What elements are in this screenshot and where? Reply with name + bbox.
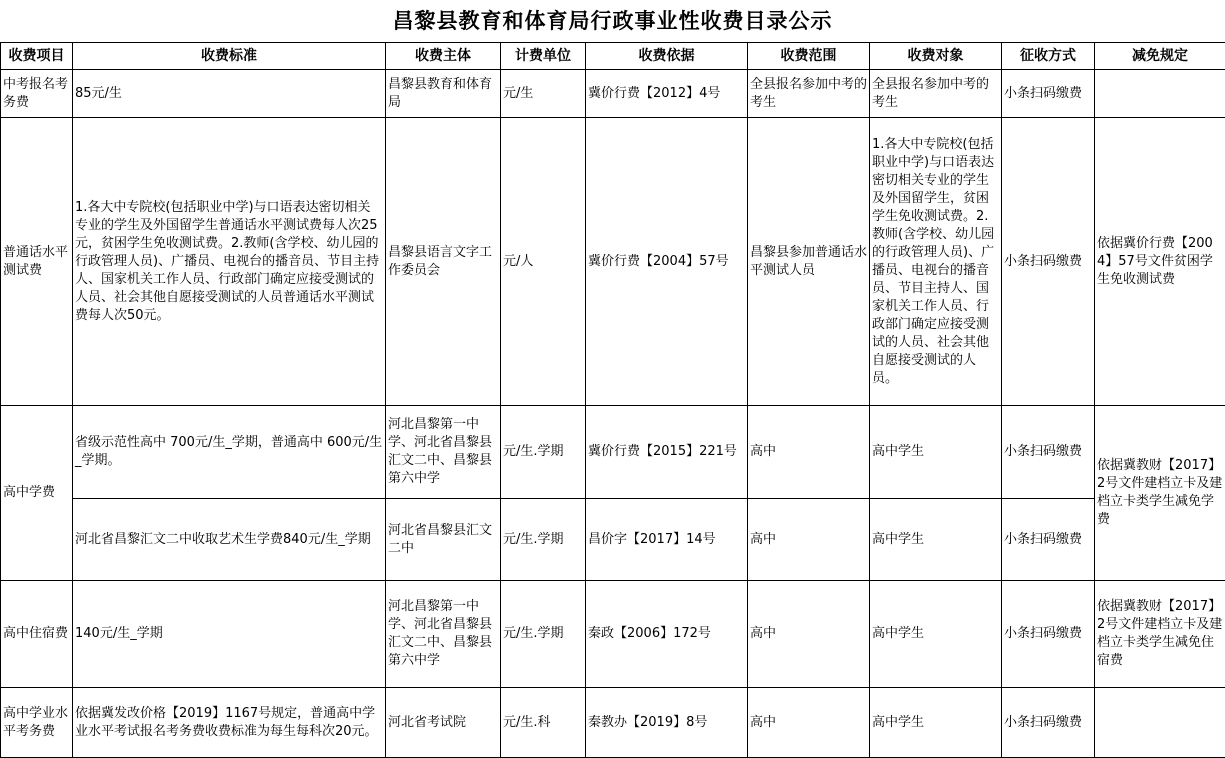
- fee-method-cell: 小条扫码缴费: [1002, 581, 1095, 688]
- column-header: 计费单位: [501, 43, 586, 70]
- fee-target-cell: 全县报名参加中考的考生: [870, 70, 1002, 118]
- fee-item-cell: 中考报名考务费: [1, 70, 73, 118]
- column-header: 减免规定: [1095, 43, 1225, 70]
- fee-table: [0, 42, 1225, 758]
- fee-basis-cell: 冀价行费【2015】221号: [586, 406, 748, 499]
- fee-basis-cell: 秦政【2006】172号: [586, 581, 748, 688]
- fee-exemption-cell: [1095, 688, 1225, 758]
- column-header: 收费范围: [748, 43, 870, 70]
- fee-method-cell: 小条扫码缴费: [1002, 70, 1095, 118]
- fee-scope-cell: 昌黎县参加普通话水平测试人员: [748, 118, 870, 406]
- fee-exemption-cell: [1095, 70, 1225, 118]
- table-row: [1, 406, 1225, 499]
- table-row: [1, 70, 1225, 118]
- page-title: 昌黎县教育和体育局行政事业性收费目录公示: [0, 0, 1225, 42]
- fee-scope-cell: 高中: [748, 688, 870, 758]
- fee-exemption-cell: 依据冀教财【2017】2号文件建档立卡及建档立卡类学生减免住宿费: [1095, 581, 1225, 688]
- table-row: [1, 688, 1225, 758]
- fee-unit-cell: 元/生.学期: [501, 499, 586, 581]
- fee-method-cell: 小条扫码缴费: [1002, 499, 1095, 581]
- table-row: [1, 118, 1225, 406]
- table-row: [1, 499, 1225, 581]
- column-header: 收费对象: [870, 43, 1002, 70]
- fee-unit-cell: 元/生.学期: [501, 581, 586, 688]
- fee-standard-cell: 85元/生: [73, 70, 386, 118]
- fee-basis-cell: 冀价行费【2012】4号: [586, 70, 748, 118]
- fee-exemption-cell: 依据冀价行费【2004】57号文件贫困学生免收测试费: [1095, 118, 1225, 406]
- fee-subject-cell: 昌黎县语言文字工作委员会: [386, 118, 501, 406]
- fee-scope-cell: 高中: [748, 581, 870, 688]
- fee-method-cell: 小条扫码缴费: [1002, 406, 1095, 499]
- fee-basis-cell: 昌价字【2017】14号: [586, 499, 748, 581]
- fee-basis-cell: 秦教办【2019】8号: [586, 688, 748, 758]
- fee-target-cell: 1.各大中专院校(包括职业中学)与口语表达密切相关专业的学生及外国留学生，贫困学生免收测试费。2.教师(含学校、幼儿园的行政管理人员)、广播员、电视台的播音员、节目主持人、国家机关工作人员、行政部门确定应接受测试的人员、社会其他自愿接受测试的人员。: [870, 118, 1002, 406]
- fee-subject-cell: 昌黎县教育和体育局: [386, 70, 501, 118]
- fee-item-cell: 高中学费: [1, 406, 73, 581]
- fee-item-cell: 高中住宿费: [1, 581, 73, 688]
- fee-scope-cell: 高中: [748, 499, 870, 581]
- fee-basis-cell: 冀价行费【2004】57号: [586, 118, 748, 406]
- fee-standard-cell: 1.各大中专院校(包括职业中学)与口语表达密切相关专业的学生及外国留学生普通话水平测试费每人次25元，贫困学生免收测试费。2.教师(含学校、幼儿园的行政管理人员)、广播员、电视台的播音员、节目主持人、国家机关工作人员、行政部门确定应接受测试的人员、社会其他自愿接受测试的人员普通话水平测试费每人次50元。: [73, 118, 386, 406]
- fee-exemption-cell: 依据冀教财【2017】2号文件建档立卡及建档立卡类学生减免学费: [1095, 406, 1225, 581]
- column-header: 征收方式: [1002, 43, 1095, 70]
- column-header: 收费依据: [586, 43, 748, 70]
- fee-unit-cell: 元/生: [501, 70, 586, 118]
- fee-target-cell: 高中学生: [870, 406, 1002, 499]
- fee-subject-cell: 河北昌黎第一中学、河北省昌黎县汇文二中、昌黎县第六中学: [386, 406, 501, 499]
- fee-item-cell: 高中学业水平考务费: [1, 688, 73, 758]
- fee-method-cell: 小条扫码缴费: [1002, 118, 1095, 406]
- column-header: 收费标准: [73, 43, 386, 70]
- fee-scope-cell: 高中: [748, 406, 870, 499]
- fee-subject-cell: 河北省考试院: [386, 688, 501, 758]
- fee-target-cell: 高中学生: [870, 688, 1002, 758]
- fee-item-cell: 普通话水平测试费: [1, 118, 73, 406]
- fee-standard-cell: 河北省昌黎汇文二中收取艺术生学费840元/生_学期: [73, 499, 386, 581]
- fee-unit-cell: 元/人: [501, 118, 586, 406]
- fee-standard-cell: 140元/生_学期: [73, 581, 386, 688]
- fee-scope-cell: 全县报名参加中考的考生: [748, 70, 870, 118]
- fee-standard-cell: 省级示范性高中 700元/生_学期，普通高中 600元/生_学期。: [73, 406, 386, 499]
- fee-standard-cell: 依据冀发改价格【2019】1167号规定，普通高中学业水平考试报名考务费收费标准为每生每科次20元。: [73, 688, 386, 758]
- fee-subject-cell: 河北省昌黎县汇文二中: [386, 499, 501, 581]
- fee-target-cell: 高中学生: [870, 581, 1002, 688]
- header-row: [1, 43, 1225, 70]
- fee-subject-cell: 河北昌黎第一中学、河北省昌黎县汇文二中、昌黎县第六中学: [386, 581, 501, 688]
- column-header: 收费项目: [1, 43, 73, 70]
- column-header: 收费主体: [386, 43, 501, 70]
- fee-method-cell: 小条扫码缴费: [1002, 688, 1095, 758]
- fee-unit-cell: 元/生.学期: [501, 406, 586, 499]
- fee-unit-cell: 元/生.科: [501, 688, 586, 758]
- table-row: [1, 581, 1225, 688]
- fee-target-cell: 高中学生: [870, 499, 1002, 581]
